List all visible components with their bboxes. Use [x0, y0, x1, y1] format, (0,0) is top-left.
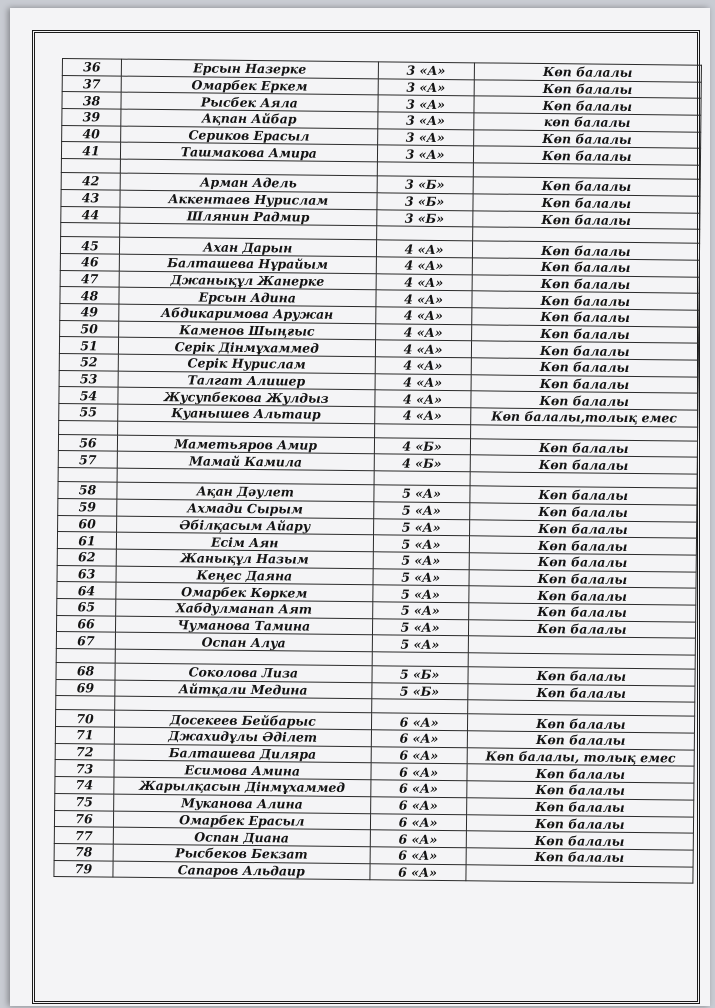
student-name-cell: Есимова Амина [114, 761, 371, 780]
student-name-cell: Джахидұлы Әділет [114, 727, 371, 746]
class-cell: 3 «А» [378, 62, 474, 80]
row-number-cell: 79 [54, 860, 113, 877]
table-body [54, 59, 702, 884]
class-cell: 3 «Б» [376, 209, 472, 227]
status-cell: Көп балалы [466, 798, 694, 817]
student-name-cell: Қуанышев Альтаир [118, 404, 375, 423]
row-number-cell: 37 [62, 75, 121, 92]
row-number-cell [56, 696, 115, 711]
row-number-cell: 57 [58, 451, 117, 468]
row-number-cell [59, 420, 118, 435]
status-cell: Көп балалы [468, 586, 696, 605]
student-name-cell: Ақан Дәулет [117, 482, 374, 501]
status-cell: Көп балалы [466, 848, 694, 867]
class-cell: 3 «Б» [376, 193, 472, 211]
class-cell: 6 «А» [370, 797, 466, 815]
class-cell: 6 «А» [370, 813, 466, 831]
class-cell: 3 «А» [377, 129, 473, 147]
status-cell: Көп балалы [472, 291, 700, 310]
class-cell: 5 «А» [373, 535, 469, 553]
student-name-cell: Ахан Дарын [119, 237, 376, 256]
class-cell: 3 «А» [378, 78, 474, 96]
status-cell: Көп балалы [469, 503, 697, 522]
class-cell: 5 «А» [372, 635, 468, 653]
status-cell: Көп балалы [471, 358, 699, 377]
status-cell: Көп балалы [474, 63, 702, 82]
status-cell: Көп балалы,толық емес [470, 408, 698, 427]
student-name-cell: Серік Нурислам [118, 354, 375, 373]
class-cell: 4 «А» [376, 273, 472, 291]
status-cell: Көп балалы [467, 731, 695, 750]
class-cell: 6 «А» [371, 713, 467, 731]
class-cell: 6 «А» [371, 747, 467, 765]
status-cell: Көп балалы [474, 80, 702, 99]
row-number-cell: 75 [55, 793, 114, 810]
class-cell: 6 «А» [370, 830, 466, 848]
row-number-cell: 48 [60, 287, 119, 304]
student-name-cell: Әбілқасым Айару [117, 516, 374, 535]
row-number-cell [56, 648, 115, 663]
row-number-cell: 63 [57, 565, 116, 582]
row-number-cell: 56 [58, 434, 117, 451]
row-number-cell [61, 223, 120, 238]
class-cell [377, 162, 473, 177]
student-name-cell: Чуманова Тамина [116, 616, 373, 635]
class-cell: 4 «А» [375, 307, 471, 325]
status-cell: Көп балалы [473, 177, 701, 196]
student-name-cell: Ахмади Сырым [117, 499, 374, 518]
student-name-cell: Мамай Камила [117, 452, 374, 471]
class-cell: 3 «А» [377, 112, 473, 130]
status-cell: Көп балалы [472, 274, 700, 293]
row-number-cell: 50 [60, 320, 119, 337]
student-name-cell: Аккентаев Нурислам [120, 190, 377, 209]
class-cell: 6 «А» [370, 763, 466, 781]
row-number-cell: 45 [60, 237, 119, 254]
class-cell [372, 652, 468, 667]
student-name-cell: Кеңес Даяна [116, 566, 373, 585]
class-cell: 4 «А» [375, 373, 471, 391]
row-number-cell: 64 [57, 582, 116, 599]
status-cell: Көп балалы [470, 455, 698, 474]
row-number-cell: 73 [55, 760, 114, 777]
row-number-cell: 59 [58, 498, 117, 515]
student-name-cell: Есім Аян [116, 532, 373, 551]
student-name-cell: Абдикаримова Аружан [119, 304, 376, 323]
class-cell [374, 471, 470, 486]
status-cell: Көп балалы [468, 603, 696, 622]
student-name-cell: Сапаров Альдаир [113, 861, 370, 880]
class-cell: 5 «А» [373, 552, 469, 570]
row-number-cell [61, 159, 120, 174]
row-number-cell: 78 [54, 843, 113, 860]
status-cell: Көп балалы [469, 569, 697, 588]
class-cell: 4 «А» [376, 257, 472, 275]
class-cell: 6 «А» [369, 863, 465, 881]
row-number-cell: 55 [59, 404, 118, 421]
student-name-cell: Жарылқасын Дінмұхаммед [114, 777, 371, 796]
class-cell: 6 «А» [370, 847, 466, 865]
row-number-cell: 62 [57, 548, 116, 565]
class-cell: 4 «А» [375, 340, 471, 358]
class-cell: 6 «А» [371, 730, 467, 748]
row-number-cell: 43 [61, 189, 120, 206]
student-name-cell: Джанықұл Жанерке [119, 271, 376, 290]
row-number-cell: 54 [59, 387, 118, 404]
student-name-cell: Ерсын Назерке [121, 59, 378, 78]
class-cell [376, 226, 472, 241]
row-number-cell: 72 [55, 743, 114, 760]
row-number-cell: 77 [54, 827, 113, 844]
status-cell: көп балалы [473, 113, 701, 132]
class-cell [371, 699, 467, 714]
status-cell [466, 864, 694, 883]
status-cell: Көп балалы [472, 258, 700, 277]
student-name-cell: Оспан Алуа [115, 632, 372, 651]
class-cell: 5 «А» [373, 485, 469, 503]
student-name-cell: Ақпан Айбар [121, 109, 378, 128]
student-name-cell: Соколова Лиза [115, 663, 372, 682]
status-cell: Көп балалы [471, 341, 699, 360]
status-cell: Көп балалы [471, 391, 699, 410]
student-name-cell: Оспан Диана [113, 827, 370, 846]
status-cell: Көп балалы [473, 194, 701, 213]
row-number-cell: 68 [56, 662, 115, 679]
status-cell: Көп балалы [470, 439, 698, 458]
class-cell: 5 «Б» [371, 682, 467, 700]
student-name-cell: Омарбек Еркем [121, 76, 378, 95]
student-name-cell: Серік Дінмұхаммед [118, 337, 375, 356]
row-number-cell: 44 [61, 206, 120, 223]
class-cell: 5 «Б» [372, 666, 468, 684]
student-name-cell: Балташева Диляра [114, 744, 371, 763]
class-cell: 4 «Б» [374, 438, 470, 456]
class-cell: 3 «Б» [377, 176, 473, 194]
student-name-cell: Омарбек Ерасыл [113, 811, 370, 830]
student-name-cell: Рысбеков Бекзат [113, 844, 370, 863]
class-cell: 4 «А» [375, 357, 471, 375]
student-name-cell: Шлянин Радмир [120, 207, 377, 226]
row-number-cell: 46 [60, 253, 119, 270]
student-name-cell: Муканова Алина [114, 794, 371, 813]
class-cell: 4 «А» [375, 290, 471, 308]
student-name-cell: Жусупбекова Жулдыз [118, 387, 375, 406]
student-name-cell: Хабдулманап Аят [116, 599, 373, 618]
class-cell: 3 «А» [377, 145, 473, 163]
row-number-cell: 67 [56, 632, 115, 649]
status-cell: Көп балалы [468, 667, 696, 686]
status-cell: Көп балалы [474, 96, 702, 115]
student-name-cell: Маметьяров Амир [117, 435, 374, 454]
row-number-cell: 58 [58, 482, 117, 499]
row-number-cell: 74 [55, 777, 114, 794]
row-number-cell: 49 [60, 303, 119, 320]
row-number-cell: 38 [62, 92, 121, 109]
paper-sheet [10, 8, 710, 1006]
status-cell: Көп балалы [472, 241, 700, 260]
row-number-cell: 52 [59, 353, 118, 370]
student-name-cell: Рысбек Аяла [121, 92, 378, 111]
row-number-cell: 65 [57, 598, 116, 615]
student-name-cell: Ташмакова Амира [120, 143, 377, 162]
status-cell: Көп балалы [471, 308, 699, 327]
student-name-cell: Арман Адель [120, 173, 377, 192]
status-cell: Көп балалы [471, 324, 699, 343]
class-cell: 5 «А» [373, 518, 469, 536]
status-cell: Көп балалы [466, 831, 694, 850]
class-cell: 4 «Б» [374, 454, 470, 472]
row-number-cell: 51 [59, 337, 118, 354]
class-cell: 3 «А» [377, 95, 473, 113]
status-cell: Көп балалы [467, 683, 695, 702]
row-number-cell: 42 [61, 173, 120, 190]
row-number-cell: 41 [61, 142, 120, 159]
row-number-cell: 61 [57, 532, 116, 549]
student-list-table [53, 58, 702, 884]
row-number-cell: 70 [55, 710, 114, 727]
class-cell: 6 «А» [370, 780, 466, 798]
student-name-cell: Айтқали Медина [115, 680, 372, 699]
status-cell: Көп балалы [470, 486, 698, 505]
status-cell: Көп балалы [473, 146, 701, 165]
row-number-cell: 69 [56, 679, 115, 696]
status-cell: Көп балалы, толық емес [467, 748, 695, 767]
student-name-cell: Сериков Ерасыл [121, 126, 378, 145]
row-number-cell: 71 [55, 727, 114, 744]
class-cell: 5 «А» [373, 502, 469, 520]
student-name-cell: Досекеев Бейбарыс [115, 710, 372, 729]
status-cell: Көп балалы [469, 519, 697, 538]
status-cell: Көп балалы [472, 210, 700, 229]
class-cell [374, 424, 470, 439]
row-number-cell: 36 [62, 59, 121, 76]
status-cell: Көп балалы [467, 764, 695, 783]
row-number-cell: 47 [60, 270, 119, 287]
row-number-cell: 53 [59, 370, 118, 387]
status-cell: Көп балалы [469, 536, 697, 555]
class-cell: 5 «А» [372, 585, 468, 603]
row-number-cell: 40 [62, 125, 121, 142]
row-number-cell [58, 468, 117, 483]
student-name-cell: Омарбек Көркем [116, 582, 373, 601]
status-cell: Көп балалы [467, 714, 695, 733]
status-cell: Көп балалы [471, 374, 699, 393]
class-cell: 4 «А» [376, 240, 472, 258]
row-number-cell: 66 [56, 615, 115, 632]
row-number-cell: 60 [58, 515, 117, 532]
status-cell: Көп балалы [469, 553, 697, 572]
class-cell: 4 «А» [374, 390, 470, 408]
student-name-cell: Каменов Шыңғыс [119, 321, 376, 340]
class-cell: 4 «А» [375, 323, 471, 341]
class-cell: 4 «А» [374, 407, 470, 425]
student-name-cell: Ерсын Адина [119, 287, 376, 306]
status-cell: Көп балалы [468, 619, 696, 638]
student-name-cell: Жанықұл Назым [116, 549, 373, 568]
status-cell: Көп балалы [466, 781, 694, 800]
class-cell: 5 «А» [372, 602, 468, 620]
class-cell: 5 «А» [373, 568, 469, 586]
row-number-cell: 76 [54, 810, 113, 827]
row-number-cell: 39 [62, 109, 121, 126]
status-cell: Көп балалы [466, 814, 694, 833]
student-name-cell: Талгат Алишер [118, 371, 375, 390]
status-cell: Көп балалы [473, 130, 701, 149]
class-cell: 5 «А» [372, 618, 468, 636]
student-name-cell: Балташева Нұрайым [119, 254, 376, 273]
